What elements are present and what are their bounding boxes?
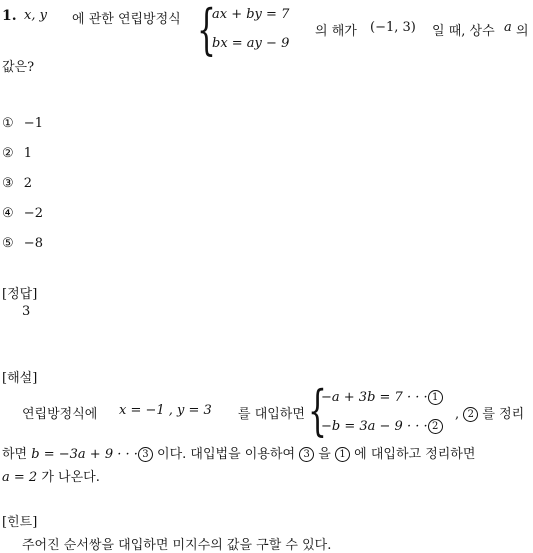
choice-value: 2 <box>23 176 33 191</box>
question-text-3: 일 때, 상수 <box>432 24 495 39</box>
hint-text: 주어진 순서쌍을 대입하면 미지수의 값을 구할 수 있다. <box>22 538 332 553</box>
choice-value: 1 <box>23 146 33 161</box>
circled-mark: 3 <box>138 447 153 462</box>
question-text-5: 값은? <box>2 60 35 75</box>
solution-pair: (−1, 3) <box>370 20 416 35</box>
question-variables: x, y <box>24 8 47 23</box>
explanation-substitution: x = −1 , y = 3 <box>119 403 212 418</box>
choice-2[interactable] <box>2 146 32 161</box>
choice-mark: ⑤ <box>2 236 14 251</box>
system-brace: { <box>197 0 216 61</box>
choice-5[interactable] <box>2 236 43 251</box>
explanation-result: a = 2 <box>2 470 38 485</box>
explanation-equation-2: −b = 3a − 9 · · · 2 <box>321 419 443 434</box>
answer-header: [정답] <box>2 287 38 302</box>
question-number: 1. <box>2 8 17 24</box>
question-text-2: 의 해가 <box>315 24 357 39</box>
choice-mark: ① <box>2 116 14 131</box>
circled-mark: 1 <box>428 390 443 405</box>
explanation-text-1c: , 2 를 정리 <box>455 407 525 422</box>
answer-value: 3 <box>22 304 31 319</box>
choice-value: −8 <box>23 236 43 251</box>
explanation-equation-1: −a + 3b = 7 · · · 1 <box>321 390 443 405</box>
explanation-text-3: a = 2 가 나온다. <box>2 470 100 485</box>
circled-mark: 2 <box>463 407 478 422</box>
explanation-text-1b: 를 대입하면 <box>238 407 305 422</box>
circled-mark: 3 <box>299 447 314 462</box>
question-text-1: 에 관한 연립방정식 <box>72 12 181 27</box>
explanation-text-1a: 연립방정식에 <box>22 407 98 422</box>
choice-value: −2 <box>23 206 43 221</box>
choice-mark: ③ <box>2 176 14 191</box>
hint-header: [힌트] <box>2 515 38 530</box>
choice-mark: ② <box>2 146 14 161</box>
choice-1[interactable] <box>2 116 43 131</box>
explanation-header: [해설] <box>2 371 38 386</box>
circled-mark: 1 <box>335 447 350 462</box>
circled-mark: 2 <box>428 419 443 434</box>
system-equation-2: bx = ay − 9 <box>212 36 290 51</box>
explanation-equation-3: b = −3a + 9 · · · <box>31 447 138 462</box>
explanation-text-2: 하면 b = −3a + 9 · · · 3 이다. 대입법을 이용하여 3 을 1 에 대입하고 정리하면 <box>2 447 476 462</box>
system-equation-1: ax + by = 7 <box>212 7 290 22</box>
constant-variable: a <box>504 20 512 35</box>
choice-3[interactable] <box>2 176 32 191</box>
choice-4[interactable] <box>2 206 43 221</box>
question-text-4: 의 <box>516 24 529 39</box>
explanation-system-brace: { <box>308 379 327 442</box>
choice-value: −1 <box>23 116 43 131</box>
choice-mark: ④ <box>2 206 14 221</box>
